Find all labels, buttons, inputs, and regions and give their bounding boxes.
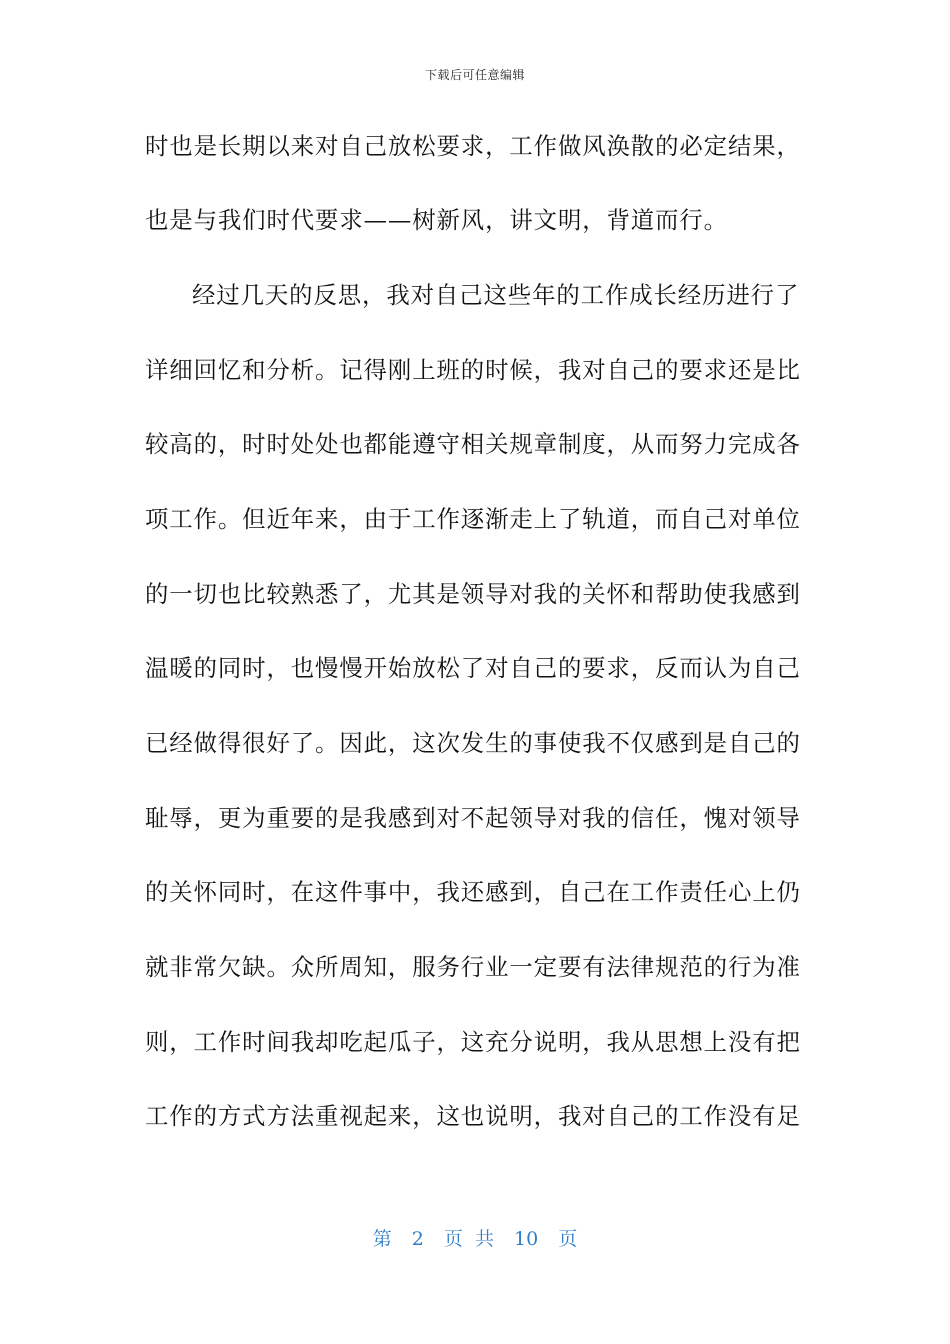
page-mid: 页 共 (443, 1228, 494, 1250)
text-line: 也是与我们时代要求——树新风，讲文明，背道而行。 (145, 206, 728, 234)
text-line: 的一切也比较熟悉了，尤其是领导对我的关怀和帮助使我感到 (145, 580, 801, 608)
page-prefix: 第 (372, 1228, 392, 1250)
text-line: 温暖的同时，也慢慢开始放松了对自己的要求，反而认为自己 (145, 654, 801, 682)
page-current: 2 (411, 1228, 424, 1250)
text-line: 则，工作时间我却吃起瓜子，这充分说明，我从思想上没有把 (145, 1028, 801, 1056)
page-suffix: 页 (558, 1228, 578, 1250)
text-line: 耻辱，更为重要的是我感到对不起领导对我的信任，愧对领导 (145, 804, 801, 832)
text-line: 项工作。但近年来，由于工作逐渐走上了轨道，而自己对单位 (145, 505, 801, 533)
text-line: 已经做得很好了。因此，这次发生的事使我不仅感到是自己的 (145, 729, 801, 757)
text-line: 详细回忆和分析。记得刚上班的时候，我对自己的要求还是比 (145, 356, 801, 384)
text-line: 的关怀同时，在这件事中，我还感到，自己在工作责任心上仍 (145, 878, 801, 906)
text-line: 就非常欠缺。众所周知，服务行业一定要有法律规范的行为准 (145, 953, 801, 981)
text-line: 较高的，时时处处也都能遵守相关规章制度，从而努力完成各 (145, 430, 801, 458)
paragraph-first-line: 经过几天的反思，我对自己这些年的工作成长经历进行了 (192, 281, 800, 309)
header-note: 下载后可任意编辑 (424, 68, 525, 82)
page-total: 10 (514, 1228, 539, 1250)
page-number (0, 1224, 950, 1251)
text-line: 时也是长期以来对自己放松要求，工作做风涣散的必定结果， (145, 132, 801, 160)
text-line: 工作的方式方法重视起来，这也说明，我对自己的工作没有足 (145, 1102, 801, 1130)
